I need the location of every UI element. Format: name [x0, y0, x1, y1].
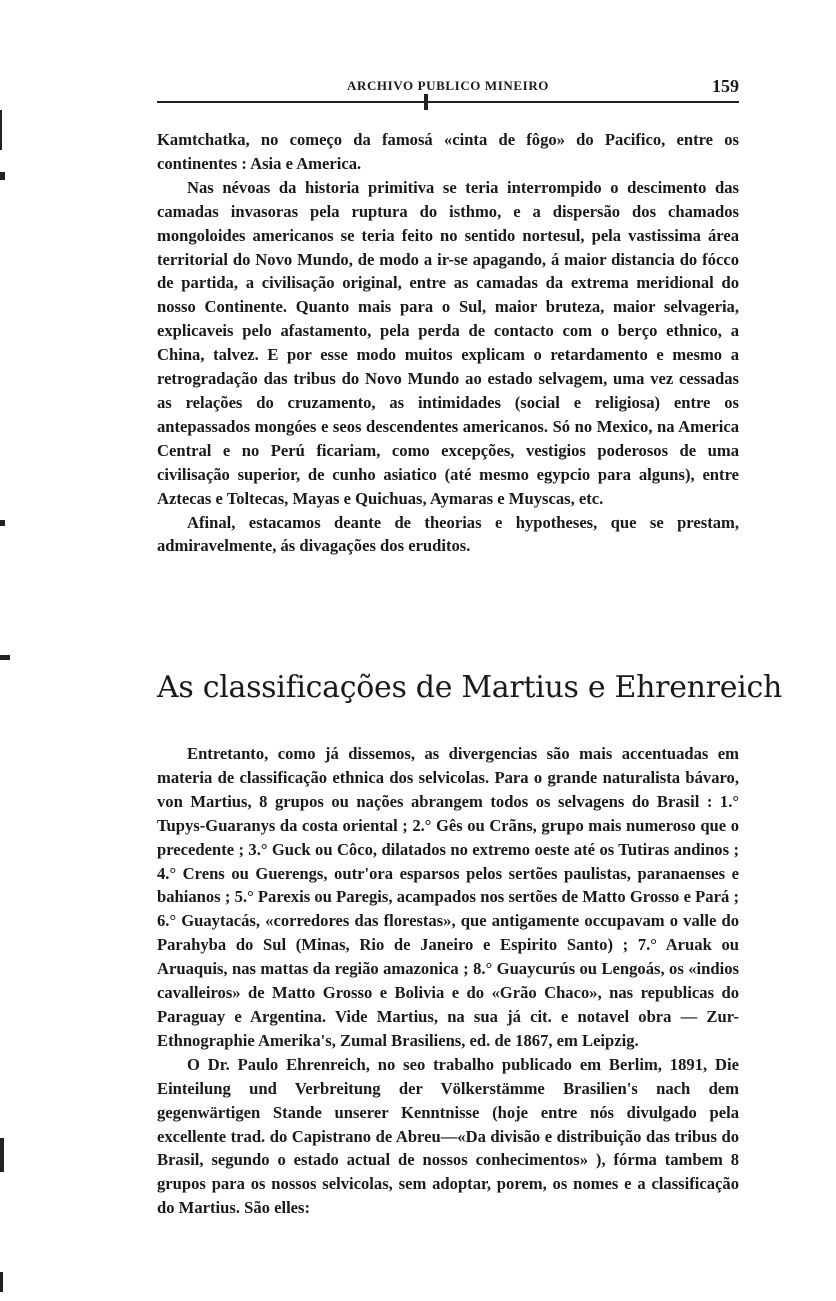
paragraph: Afinal, estacamos deante de theorias e hypotheses, que se prestam, admiravelmente, ás divagações dos eruditos. — [157, 512, 739, 556]
paragraph: Nas névoas da historia primitiva se teria interrompido o descimento das camadas invasoras pela ruptura do isthmo, e a dispersão dos chamados mongoloides americanos se teria feito no sentido nortesul, pela vastissima área territorial do Novo Mundo, de modo a ir-se apagando, á maior distancia do fócco de partida, a civilisação original, entre as camadas da extrema meridional do nosso Continente. Quanto mais para o Sul, maior bruteza, maior selvageria, explicaveis pelo afastamento, pela perda de contacto com o berço ethnico, a China, talvez. E por esse modo muitos explicam o retardamento e mesmo a retrogradação das tribus do Novo Mundo ao estado selvagem, uma vez cessadas as relações do cruzamento, as intimidades (social e religiosa) entre os antepassados mongóes e seos descendentes americanos. Só no Mexico, na America Central e no Perú ficariam, como excepções, vestigios poderosos de uma civilisação superior, de cunho asiatico (até mesmo egypcio para alguns), entre Aztecas e Toltecas, Mayas e Quichuas, Aymaras e Muyscas, etc. — [157, 177, 739, 508]
section-heading: As classificações de Martius e Ehrenreich — [157, 670, 782, 705]
margin-mark — [0, 655, 10, 660]
margin-mark — [0, 1138, 4, 1172]
rule-ornament — [424, 94, 428, 110]
margin-mark — [0, 172, 5, 180]
margin-mark — [0, 520, 5, 526]
margin-mark — [0, 1272, 3, 1292]
paragraph: O Dr. Paulo Ehrenreich, no seo trabalho publicado em Berlim, 1891, Die Einteilung und Verbreitung der Völkerstämme Brasilien's nach dem gegenwärtigen Stande unserer Kenntnisse (hoje entre nós divulgado pela excellente trad. do Capistrano de Abreu—«Da divisão e distribuição das tribus do Brasil, segundo o estado actual de nossos conhecimentos» ), fórma tambem 8 grupos para os nossos selvicolas, sem adoptar, porem, os nomes e a classificação do Martius. São elles: — [157, 1054, 739, 1218]
text-block-upper — [157, 128, 739, 558]
paragraph: Entretanto, como já dissemos, as divergencias são mais accentuadas em materia de classificação ethnica dos selvicolas. Para o grande naturalista bávaro, von Martius, 8 grupos ou nações abrangem todos os selvagens do Brasil : 1.° Tupys-Guaranys da costa oriental ; 2.° Gês ou Crãns, grupo mais numeroso que o precedente ; 3.° Guck ou Côco, dilatados no extremo oeste até os Tutiras andinos ; 4.° Crens ou Guerengs, outr'ora esparsos pelos sertões paulistas, paranaenses e bahianos ; 5.° Parexis ou Paregis, acampados nos sertões de Matto Grosso e Pará ; 6.° Guaytacás, «corredores das florestas», que antigamente occupavam o valle do Parahyba do Sul (Minas, Rio de Janeiro e Espirito Santo) ; 7.° Aruak ou Aruaquis, nas mattas da região amazonica ; 8.° Guaycurús ou Lengoás, os «indios cavalleiros» de Matto Grosso e Bolivia e do «Grão Chaco», nas republicas do Paraguay e Argentina. Vide Martius, na sua já cit. e notavel obra — Zur-Ethnographie Amerika's, Zumal Brasiliens, ed. de 1867, em Leipzig. — [157, 744, 739, 1050]
header-rule — [157, 101, 739, 103]
page-number: 159 — [712, 76, 739, 96]
running-title: ARCHIVO PUBLICO MINEIRO — [346, 78, 550, 93]
running-head — [157, 76, 739, 98]
paragraph: Kamtchatka, no começo da famosá «cinta de fôgo» do Pacifico, entre os continentes : Asia e America. — [157, 130, 739, 173]
margin-mark — [0, 110, 2, 150]
text-block-lower — [157, 742, 739, 1220]
